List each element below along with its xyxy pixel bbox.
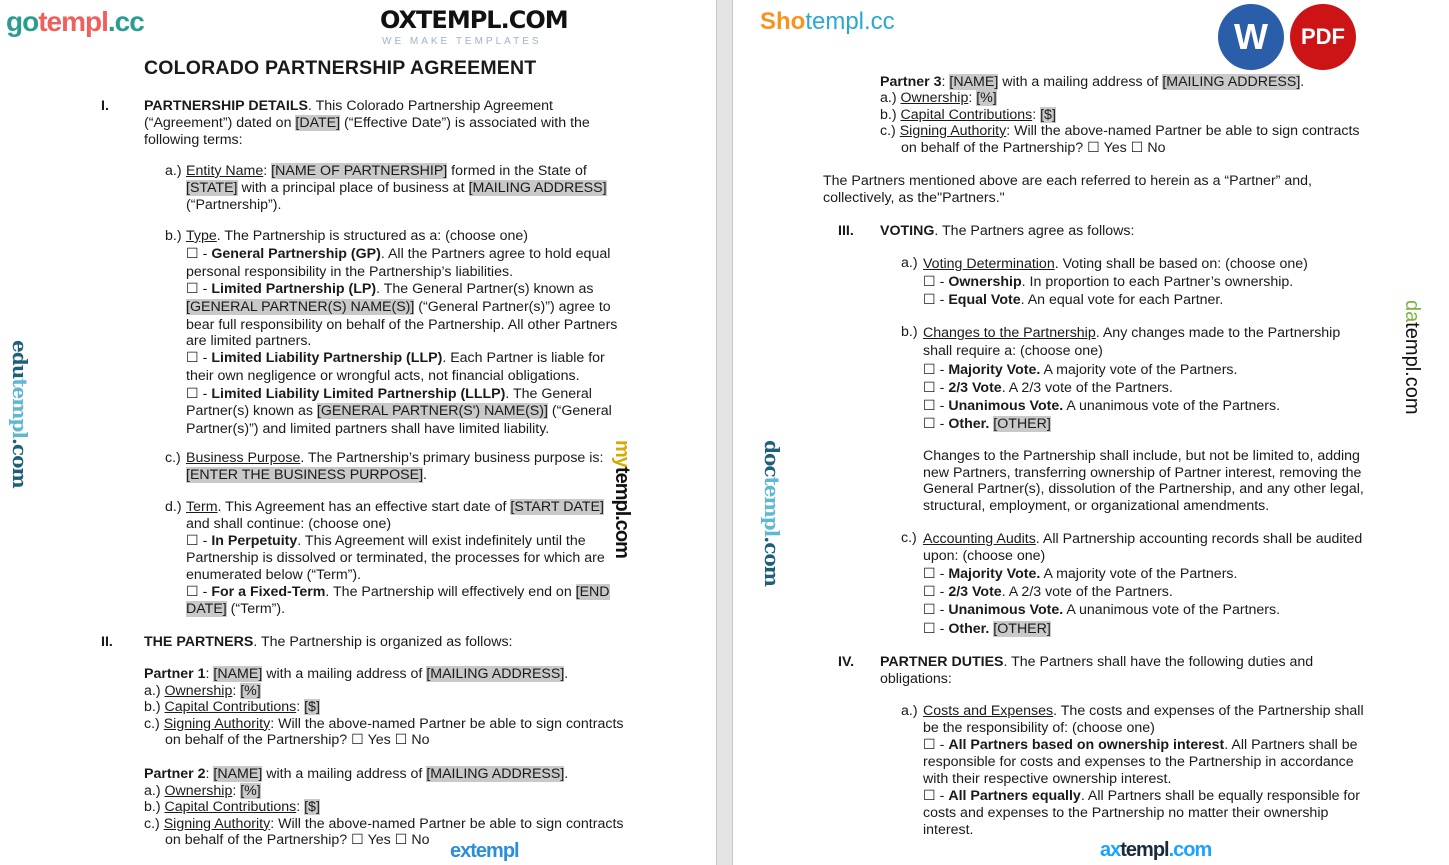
text: . This Colorado Partnership Agreement (307, 98, 553, 114)
checkbox-no[interactable]: ☐ (394, 732, 408, 748)
clause-label: Capital Contributions (164, 799, 297, 815)
option-title: 2/3 Vote (948, 379, 1002, 396)
section-numeral: III. (838, 223, 854, 239)
clause-label: Ownership (164, 682, 233, 699)
text: formed in the State of (447, 163, 587, 179)
text: . All Partnership accounting records shall be audited (1035, 531, 1363, 547)
partners-definition (823, 173, 1312, 207)
text: new Partners, transferring ownership of Partner interest, removing the (923, 464, 1362, 481)
other-placeholder[interactable]: [OTHER] (993, 416, 1051, 433)
text: A majority vote of the Partners. (1040, 361, 1238, 378)
option-title: 2/3 Vote (948, 584, 1002, 601)
option-title: Equal Vote (948, 292, 1021, 308)
checkbox-yes[interactable]: ☐ (351, 832, 364, 848)
text: . All Partners shall be equally responsible for (1080, 788, 1360, 804)
text: (“Effective Date”) is associated with the (340, 115, 590, 131)
text: with a mailing address of (262, 666, 427, 682)
text: . The Partnership’s primary business purpose is: (300, 450, 604, 466)
item-letter: a.) (901, 255, 918, 271)
text: (“General (547, 403, 612, 420)
section-numeral: II. (101, 634, 113, 650)
term-clause: Term. This Agreement has an effective start date of [START DATE] and shall continue: (choose one) ☐ - In Perpetuity. This Agreement will exist indefinitely until the Partnership is dissolved or terminated, the processes for which are enumerated below (“Term”). ☐ - For a Fixed-Term. The Partnership will effectively end on [END DATE] (“Term”). (186, 499, 610, 617)
text: with their respective ownership interest. (923, 771, 1172, 787)
clause-label: Changes to the Partnership (923, 325, 1096, 341)
text: upon: (choose one) (923, 548, 1046, 565)
checkbox-ownership[interactable]: ☐ (923, 274, 936, 290)
text: : Will the above-named Partner be able to sign contracts (270, 815, 624, 832)
option-title: All Partners equally (948, 788, 1081, 804)
option-title: General Partnership (GP) (211, 245, 381, 262)
option-title: Majority Vote. (948, 565, 1041, 582)
item-letter: b.) (880, 106, 897, 123)
option-title: Limited Partnership (LP) (211, 281, 377, 298)
watermark-text: my (611, 440, 633, 467)
text: collectively, as the"Partners." (823, 190, 1005, 206)
text: Partner(s) known as (186, 403, 317, 420)
text: be the responsibility of: (choose one) (923, 720, 1155, 736)
option-title: For a Fixed-Term (211, 584, 326, 600)
text: . This Agreement will exist indefinitely until the (297, 533, 586, 549)
text: obligations: (880, 671, 952, 687)
partner-1-block: Partner 1: [NAME] with a mailing address of [MAILING ADDRESS]. a.) Ownership: [%] b.) Capital Contributions: [$] c.) Signing Authority: Will the above-named Partner be able to sign contracts on behalf of the Partnership? ☐ Yes ☐ No (144, 666, 624, 748)
start-date-placeholder[interactable]: [START DATE] (510, 499, 604, 515)
changes-note (923, 448, 1364, 514)
item-letter: b.) (144, 699, 161, 715)
text: costs and expenses to the Partnership no matter their ownership (923, 805, 1329, 821)
text: A unanimous vote of the Partners. (1063, 398, 1281, 415)
general-partner-names-placeholder[interactable]: [GENERAL PARTNER(S) NAME(S)] (186, 299, 415, 316)
date-placeholder[interactable]: [DATE] (295, 115, 341, 131)
watermark-text: templ (8, 378, 32, 438)
option-title: Unanimous Vote. (948, 398, 1064, 415)
text: bear full responsibility on behalf of the Partnership. All other Partners (186, 316, 618, 333)
item-letter: b.) (144, 799, 161, 815)
word-format-badge[interactable] (1218, 4, 1284, 70)
ownership-placeholder[interactable]: [%] (976, 90, 997, 107)
text: Changes to the Partnership shall include, but not be limited to, adding (923, 448, 1360, 464)
partner-name-placeholder[interactable]: [NAME] (949, 74, 999, 90)
option-title: In Perpetuity (211, 533, 298, 549)
mailing-address-placeholder[interactable]: [MAILING ADDRESS] (468, 180, 607, 196)
item-letter: a.) (144, 782, 161, 799)
checkbox-lllp[interactable]: ☐ (186, 385, 199, 402)
partner-2-block: Partner 2: [NAME] with a mailing address of [MAILING ADDRESS]. a.) Ownership: [%] b.) Capital Contributions: [$] c.) Signing Authority: Will the above-named Partner be able to sign contracts on behalf of the Partnership? ☐ Yes ☐ No (144, 766, 624, 848)
item-letter: c.) (144, 815, 160, 832)
clause-label: Voting Determination (923, 256, 1055, 272)
no-label: No (411, 732, 430, 748)
end-date-placeholder[interactable]: [END (575, 584, 610, 600)
section-heading: VOTING (880, 223, 935, 239)
partner-address-placeholder[interactable]: [MAILING ADDRESS] (1162, 74, 1301, 90)
clause-label: Ownership (164, 782, 233, 799)
watermark-text: da (1401, 300, 1423, 323)
clause-label: Signing Authority (163, 815, 271, 832)
watermark-text: Sho (760, 8, 806, 35)
state-placeholder[interactable]: [STATE] (186, 180, 238, 196)
text: structural, employment, or organizational amendments. (923, 497, 1270, 514)
text: . (423, 467, 427, 483)
text: . The Partnership is organized as follows: (253, 634, 513, 650)
clause-label: Accounting Audits (923, 531, 1036, 547)
checkbox-llp[interactable]: ☐ (186, 349, 199, 366)
text: on behalf of the Partnership? (901, 140, 1088, 157)
text: interest. (923, 822, 974, 838)
text: and shall continue: (choose one) (186, 516, 392, 532)
checkbox-gp[interactable]: ☐ (186, 245, 199, 262)
partner-3-block: Partner 3: [NAME] with a mailing address of [MAILING ADDRESS]. a.) Ownership: [%] b.) Capital Contributions: [$] c.) Signing Authority: Will the above-named Partner be able to sign contracts on behalf of the Partnership? ☐ Yes ☐ No (880, 74, 1360, 157)
other-placeholder[interactable]: [OTHER] (993, 620, 1051, 637)
checkbox-ownership-interest[interactable]: ☐ (923, 737, 936, 753)
section-voting (880, 223, 1134, 240)
text: The Partners mentioned above are each referred to herein as a “Partner” and, (823, 173, 1312, 189)
section-heading: PARTNER DUTIES (880, 654, 1004, 670)
text: enumerated below (“Term”). (186, 567, 362, 583)
checkbox-majority[interactable]: ☐ (923, 565, 936, 582)
checkbox-lp[interactable]: ☐ (186, 281, 199, 298)
voting-determination-clause: Voting Determination. Voting shall be based on: (choose one) ☐ - Ownership. In proportion to each Partner’s ownership. ☐ - Equal Vote. An equal vote for each Partner. (923, 256, 1308, 308)
clause-label: Business Purpose (186, 450, 301, 466)
checkbox-unanimous[interactable]: ☐ (923, 602, 936, 619)
capital-placeholder[interactable]: [$] (304, 799, 320, 815)
option-title: Other. (948, 620, 990, 637)
checkbox-majority[interactable]: ☐ (923, 361, 936, 378)
watermark-text: templ.cc (805, 8, 895, 35)
clause-label: Signing Authority (163, 715, 271, 732)
checkbox-yes[interactable]: ☐ (1087, 140, 1100, 157)
watermark-text: templ (1120, 839, 1169, 861)
text: General Partner(s), dissolution of the Partnership, and any other legal, (923, 481, 1364, 497)
partner-label: Partner 1 (144, 666, 206, 682)
text: . The Partnership is structured as a: (choose one) (216, 228, 528, 244)
document-title: COLORADO PARTNERSHIP AGREEMENT (144, 57, 537, 79)
text: their own negligence or wrongful acts, not financial obligations. (186, 367, 580, 384)
text: with a principal place of business at (237, 180, 469, 196)
watermark-text: templ (760, 476, 784, 537)
option-title: Ownership (948, 274, 1022, 290)
text: Partnership is dissolved or terminated, the processes for which are (186, 550, 605, 566)
text: . Any changes made to the Partnership (1095, 325, 1341, 341)
item-letter: a.) (880, 90, 897, 107)
watermark-text: templ.com (1401, 322, 1423, 415)
text: are limited partners. (186, 333, 312, 350)
watermark-text: templ.com (611, 466, 633, 558)
text: . The General (505, 385, 592, 402)
partner-address-placeholder[interactable]: [MAILING ADDRESS] (426, 766, 565, 782)
clause-label: Term (186, 499, 218, 515)
watermark-oxtempl-tagline: WE MAKE TEMPLATES (382, 36, 542, 47)
checkbox-perpetuity[interactable]: ☐ (186, 533, 199, 549)
no-label: No (411, 832, 430, 848)
item-letter: a.) (165, 163, 182, 179)
item-letter: b.) (901, 324, 918, 340)
section-numeral: IV. (838, 654, 855, 670)
text: personal responsibility in the Partnership’s liabilities. (186, 263, 514, 280)
text: (“Term”). (226, 601, 286, 617)
text: following terms: (144, 132, 243, 148)
checkbox-yes[interactable]: ☐ (351, 732, 364, 748)
partner-label: Partner 2 (144, 766, 206, 782)
text: . A 2/3 vote of the Partners. (1001, 379, 1173, 396)
capital-placeholder[interactable]: [$] (304, 699, 320, 715)
text: . Each Partner is liable for (442, 349, 605, 366)
text: . This Agreement has an effective start date of (217, 499, 511, 515)
yes-label: Yes (1103, 140, 1127, 157)
text: (“General Partner(s)”) agree to (414, 299, 611, 316)
item-letter: c.) (144, 715, 160, 732)
text: responsible for costs and expenses to the Partnership in accordance (923, 754, 1354, 770)
watermark-text: .com (760, 536, 784, 586)
page-gutter (716, 0, 733, 865)
text: . A 2/3 vote of the Partners. (1001, 584, 1173, 601)
checkbox-equal-vote[interactable]: ☐ (923, 292, 936, 308)
text: . Voting shall be based on: (choose one) (1054, 256, 1308, 272)
text: . The Partnership will effectively end on (325, 584, 576, 600)
clause-label: Capital Contributions (164, 699, 297, 715)
accounting-audits-clause: Accounting Audits. All Partnership accounting records shall be audited upon: (choose one) ☐ - Majority Vote. A majority vote of the Partners. ☐ - 2/3 Vote. A 2/3 vote of the Partners. ☐ - Unanimous Vote. A unanimous vote of the Partners. ☐ - Other. [OTHER] (923, 531, 1363, 637)
text: shall require a: (choose one) (923, 343, 1103, 360)
costs-expenses-clause: Costs and Expenses. The costs and expenses of the Partnership shall be the responsibility of: (choose one) ☐ - All Partners based on ownership interest. All Partners shall be responsible for costs and expenses to the Partnership in accordance with their respective ownership interest. ☐ - All Partners equally. All Partners shall be equally responsible for costs and expenses to the Partnership no matter their ownership interest. (923, 703, 1364, 838)
section-heading: PARTNERSHIP DETAILS (144, 98, 308, 114)
watermark-text: edu (8, 340, 32, 379)
changes-clause: Changes to the Partnership. Any changes made to the Partnership shall require a: (choose one) ☐ - Majority Vote. A majority vote of the Partners. ☐ - 2/3 Vote. A 2/3 vote of the Partners. ☐ - Unanimous Vote. A unanimous vote of the Partners. ☐ - Other. [OTHER] (923, 325, 1341, 433)
checkbox-two-thirds[interactable]: ☐ (923, 379, 936, 396)
option-title: Limited Liability Limited Partnership (LLLP) (211, 385, 506, 402)
text: with a mailing address of (262, 766, 427, 782)
section-partnership-details (144, 98, 590, 149)
option-title: Limited Liability Partnership (LLP) (211, 349, 443, 366)
section-the-partners (144, 634, 513, 651)
text: with a mailing address of (998, 74, 1163, 90)
section-heading: THE PARTNERS (144, 634, 254, 650)
watermark-text: .com (1168, 839, 1212, 861)
partner-name-placeholder[interactable]: [NAME] (213, 666, 263, 682)
text: : Will the above-named Partner be able to sign contracts (1006, 122, 1360, 139)
no-label: No (1147, 140, 1166, 157)
capital-placeholder[interactable]: [$] (1040, 106, 1056, 123)
watermark-text: ax (1100, 839, 1121, 861)
general-partners-names-placeholder[interactable]: [GENERAL PARTNER(S') NAME(S)] (316, 403, 548, 420)
checkbox-unanimous[interactable]: ☐ (923, 398, 936, 415)
text: . An equal vote for each Partner. (1020, 292, 1224, 308)
end-date-placeholder-cont[interactable]: DATE] (186, 601, 227, 617)
clause-label: Type (186, 228, 217, 244)
clause-label: Entity Name (186, 163, 264, 179)
yes-label: Yes (367, 832, 391, 848)
checkbox-equally[interactable]: ☐ (923, 788, 936, 804)
text: . In proportion to each Partner’s ownership. (1021, 274, 1294, 290)
partner-name-placeholder[interactable]: [NAME] (213, 766, 263, 782)
section-partner-duties (880, 654, 1313, 688)
watermark-text: .com (8, 437, 32, 488)
yes-label: Yes (367, 732, 391, 748)
item-letter: c.) (880, 122, 896, 139)
ownership-placeholder[interactable]: [%] (240, 782, 261, 799)
business-purpose-clause (186, 450, 603, 484)
text: (“Agreement”) dated on (144, 115, 296, 131)
option-title: Unanimous Vote. (948, 602, 1064, 619)
checkbox-other[interactable]: ☐ (923, 416, 936, 433)
text: on behalf of the Partnership? (165, 732, 352, 748)
option-title: Other. (948, 416, 990, 433)
clause-label: Costs and Expenses (923, 703, 1054, 719)
option-title: All Partners based on ownership interest (948, 737, 1225, 753)
text: . All the Partners agree to hold equal (380, 245, 611, 262)
text: Partner(s)”) and limited partners shall have limited liability. (186, 421, 550, 438)
watermark-extempl: extempl (450, 840, 519, 862)
watermark-text: go (6, 6, 39, 37)
text: . The General Partner(s) known as (376, 281, 594, 298)
text: . The Partners shall have the following duties and (1003, 654, 1314, 670)
pdf-icon: PDF (1301, 24, 1345, 49)
text: A majority vote of the Partners. (1040, 565, 1238, 582)
partnership-name-placeholder[interactable]: [NAME OF PARTNERSHIP] (271, 163, 448, 179)
clause-label: Ownership (900, 90, 969, 107)
watermark-oxtempl: OXTEMPL.COM (380, 6, 568, 34)
checkbox-two-thirds[interactable]: ☐ (923, 584, 936, 601)
item-letter: a.) (901, 703, 918, 719)
entity-name-clause (186, 163, 607, 214)
section-numeral: I. (101, 98, 109, 114)
type-clause: Type. The Partnership is structured as a: (choose one) ☐ - General Partnership (GP). All the Partners agree to hold equal personal responsibility in the Partnership’s liabilities. ☐ - Limited Partnership (LP). The General Partner(s) known as [GENERAL PARTNER(S) NAME(S)] (“General Partner(s)”) agree to bear full responsibility on behalf of the Partnership. All other Partners are limited partners. ☐ - Limited Liability Partnership (LLP). Each Partner is liable for their own negligence or wrongful acts, not financial obligations. ☐ - Limited Liability Limited Partnership (LLLP). The General Partner(s) known as [GENERAL PARTNER(S') NAME(S)] (“General Partner(s)”) and limited partners shall have limited liability. (186, 228, 618, 438)
item-letter: d.) (165, 499, 182, 515)
watermark-text: doc (760, 440, 784, 477)
text: . The Partners agree as follows: (934, 223, 1135, 239)
ownership-placeholder[interactable]: [%] (240, 682, 261, 699)
watermark-text: .cc (107, 6, 144, 37)
item-letter: c.) (901, 530, 917, 546)
option-title: Majority Vote. (948, 361, 1041, 378)
text: . The costs and expenses of the Partnership shall (1053, 703, 1364, 719)
checkbox-no[interactable]: ☐ (1130, 140, 1144, 157)
text: A unanimous vote of the Partners. (1063, 602, 1281, 619)
checkbox-no[interactable]: ☐ (394, 832, 408, 848)
checkbox-other[interactable]: ☐ (923, 620, 936, 637)
checkbox-fixed-term[interactable]: ☐ (186, 584, 199, 600)
item-letter: c.) (165, 450, 181, 466)
text: . All Partners shall be (1224, 737, 1358, 753)
clause-label: Capital Contributions (900, 106, 1033, 123)
partner-address-placeholder[interactable]: [MAILING ADDRESS] (426, 666, 565, 682)
business-purpose-placeholder[interactable]: [ENTER THE BUSINESS PURPOSE] (186, 467, 424, 483)
pdf-format-badge[interactable] (1290, 4, 1356, 70)
item-letter: a.) (144, 682, 161, 699)
partner-label: Partner 3 (880, 74, 942, 90)
text: : (263, 163, 272, 179)
clause-label: Signing Authority (899, 122, 1007, 139)
watermark-text: templ (38, 6, 108, 37)
text: (“Partnership”). (186, 197, 282, 213)
item-letter: b.) (165, 228, 182, 244)
word-icon: W (1234, 16, 1268, 57)
text: : Will the above-named Partner be able to sign contracts (270, 715, 624, 732)
text: on behalf of the Partnership? (165, 832, 352, 848)
